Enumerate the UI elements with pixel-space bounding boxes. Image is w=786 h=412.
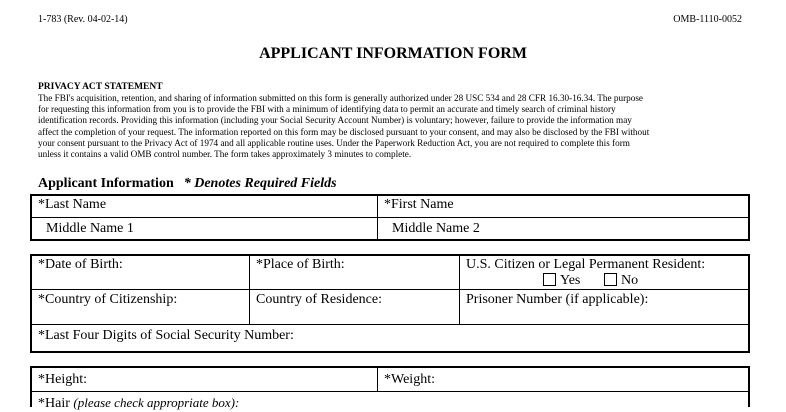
no-label: No [621,273,639,288]
privacy-line: The FBI's acquisition, retention, and sharing of information submitted on this form is generally authorized under 28 USC 534 and 28 CFR 16.30-16.34. The purpose [38,93,643,103]
divider [31,391,749,392]
form-number: 1-783 (Rev. 04-02-14) [38,14,128,25]
privacy-line: unless it contains a valid OMB control number. The form takes approximately 3 minutes to complete. [38,149,412,160]
yes-checkbox[interactable] [543,273,556,286]
privacy-line: your consent pursuant to the Privacy Act of 1974 and all applicable routine uses. Under the Paperwork Reduction Act, you are not required to complete this form [38,137,630,148]
divider [31,217,749,218]
citizen-no-option[interactable] [604,273,638,289]
divider [377,367,378,391]
required-note: * Denotes Required Fields [183,176,337,191]
place-of-birth-field[interactable]: *Place of Birth: [256,257,345,272]
country-residence-field[interactable]: Country of Residence: [256,292,382,307]
divider [31,289,749,290]
no-checkbox[interactable] [604,273,617,286]
omb-number: OMB-1110-0052 [673,14,742,25]
divider [249,255,250,324]
middle-name-2-field[interactable]: Middle Name 2 [392,221,480,236]
section-heading [38,176,337,192]
hair-field [38,395,239,412]
divider [459,255,460,324]
middle-name-1-field[interactable]: Middle Name 1 [46,221,134,236]
privacy-heading: PRIVACY ACT STATEMENT [38,82,163,92]
yes-label: Yes [560,273,581,288]
citizen-label: U.S. Citizen or Legal Permanent Resident: [466,257,706,272]
hair-note: (please check appropriate box): [73,395,240,410]
last-name-field[interactable]: *Last Name [38,197,107,212]
dob-field[interactable]: *Date of Birth: [38,257,123,272]
section-title: Applicant Information [38,176,174,191]
divider [377,195,378,240]
privacy-line: identification records. Providing this information (including your Social Security Account Number) is voluntary; however, failure to provide the information may [38,115,632,126]
form-title: APPLICANT INFORMATION FORM [259,45,527,62]
privacy-line: affect the completion of your request. The information reported on this form may be disclosed pursuant to your consent, and may also be disclosed by the FBI without [38,126,650,137]
ssn-field[interactable]: *Last Four Digits of Social Security Number: [38,328,294,343]
privacy-statement [38,93,756,160]
first-name-field[interactable]: *First Name [384,197,454,212]
divider [31,324,749,325]
privacy-line: for requesting this information from you is to provide the FBI with a minimum of identifying data to permit an accurate and timely search of criminal history [38,104,616,115]
country-citizenship-field[interactable]: *Country of Citizenship: [38,292,178,307]
weight-field[interactable]: *Weight: [384,372,435,387]
height-field[interactable]: *Height: [38,372,87,387]
hair-label: *Hair [38,396,70,411]
prisoner-number-field[interactable]: Prisoner Number (if applicable): [466,292,649,307]
citizen-yes-option[interactable] [543,273,580,289]
